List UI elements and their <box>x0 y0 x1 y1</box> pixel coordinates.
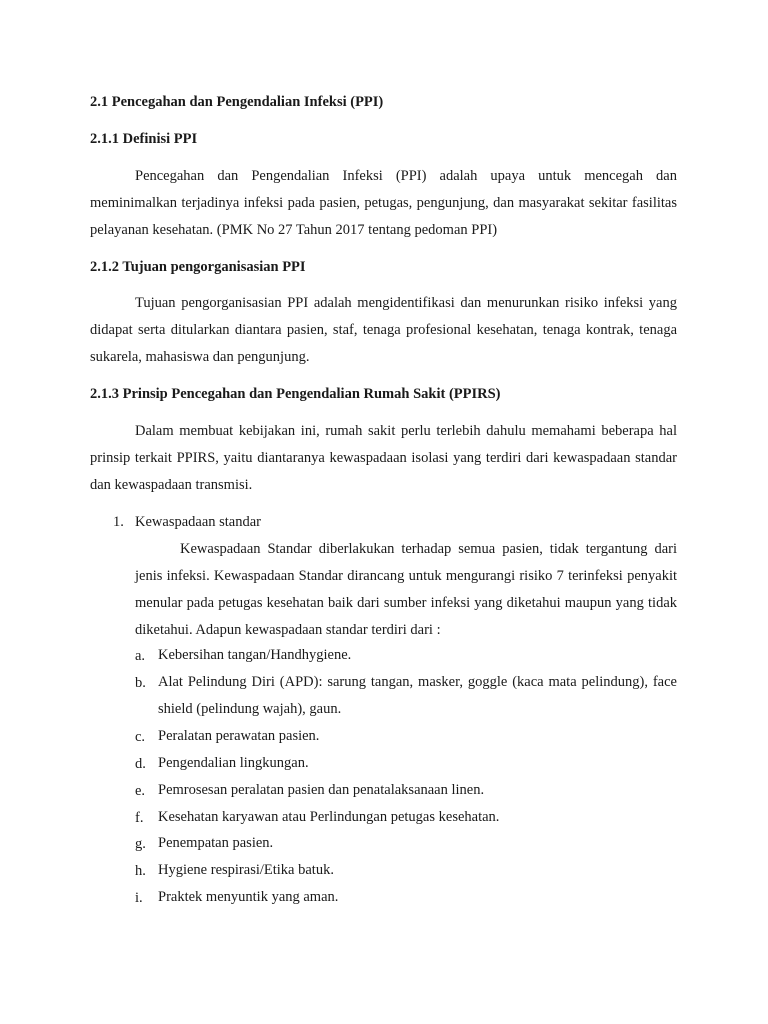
list-item: Alat Pelindung Diri (APD): sarung tangan, masker, goggle (kaca mata pelindung), face shield (pelindung wajah), gaun. <box>158 674 677 717</box>
list-item: Hygiene respirasi/Etika batuk. <box>158 862 334 878</box>
list-marker: e. <box>135 783 146 799</box>
list-marker: d. <box>135 756 146 772</box>
list-marker: i. <box>135 890 143 906</box>
paragraph-kewaspadaan-standar: Kewaspadaan Standar diberlakukan terhadap semua pasien, tidak tergantung dari jenis infeksi. Kewaspadaan Standar dirancang untuk mengurangi risiko 7 terinfeksi penyakit menular pada petugas kesehatan baik dari sumber infeksi yang diketahui maupun yang tidak diketahui. Adapun kewaspadaan standar terdiri dari : <box>135 541 677 638</box>
list-marker: c. <box>135 729 146 745</box>
list-marker: b. <box>135 675 146 691</box>
list-marker: a. <box>135 648 146 664</box>
list-item: Pengendalian lingkungan. <box>158 755 309 771</box>
numbered-marker-1: 1. <box>113 514 124 530</box>
list-item: Kesehatan karyawan atau Perlindungan petugas kesehatan. <box>158 809 500 825</box>
section-heading-2-1-3: 2.1.3 Prinsip Pencegahan dan Pengendalian Rumah Sakit (PPIRS) <box>90 386 501 402</box>
list-marker: h. <box>135 863 146 879</box>
paragraph-tujuan-ppi: Tujuan pengorganisasian PPI adalah mengidentifikasi dan menurunkan risiko infeksi yang didapat serta ditularkan diantara pasien, staf, tenaga profesional kesehatan, tenaga kontrak, tenaga sukarela, mahasiswa dan pengunjung. <box>90 295 677 365</box>
list-item: Praktek menyuntik yang aman. <box>158 889 339 905</box>
list-item: Pemrosesan peralatan pasien dan penatalaksanaan linen. <box>158 782 485 798</box>
section-heading-2-1-1: 2.1.1 Definisi PPI <box>90 131 198 147</box>
list-item: Penempatan pasien. <box>158 835 274 851</box>
list-marker: g. <box>135 836 146 852</box>
paragraph-definisi-ppi: Pencegahan dan Pengendalian Infeksi (PPI) adalah upaya untuk mencegah dan meminimalkan terjadinya infeksi pada pasien, petugas, pengunjung, dan masyarakat sekitar fasilitas pelayanan kesehatan. (PMK No 27 Tahun 2017 tentang pedoman PPI) <box>90 168 677 238</box>
list-marker: f. <box>135 810 144 826</box>
list-item: Peralatan perawatan pasien. <box>158 728 320 744</box>
numbered-title-kewaspadaan-standar: Kewaspadaan standar <box>135 514 262 530</box>
list-item: Kebersihan tangan/Handhygiene. <box>158 647 352 663</box>
paragraph-prinsip-ppirs: Dalam membuat kebijakan ini, rumah sakit perlu terlebih dahulu memahami beberapa hal prinsip terkait PPIRS, yaitu diantaranya kewaspadaan isolasi yang terdiri dari kewaspadaan standar dan kewaspadaan transmisi. <box>90 423 677 493</box>
section-heading-2-1-2: 2.1.2 Tujuan pengorganisasian PPI <box>90 259 306 275</box>
section-heading-2-1: 2.1 Pencegahan dan Pengendalian Infeksi (PPI) <box>90 94 384 110</box>
